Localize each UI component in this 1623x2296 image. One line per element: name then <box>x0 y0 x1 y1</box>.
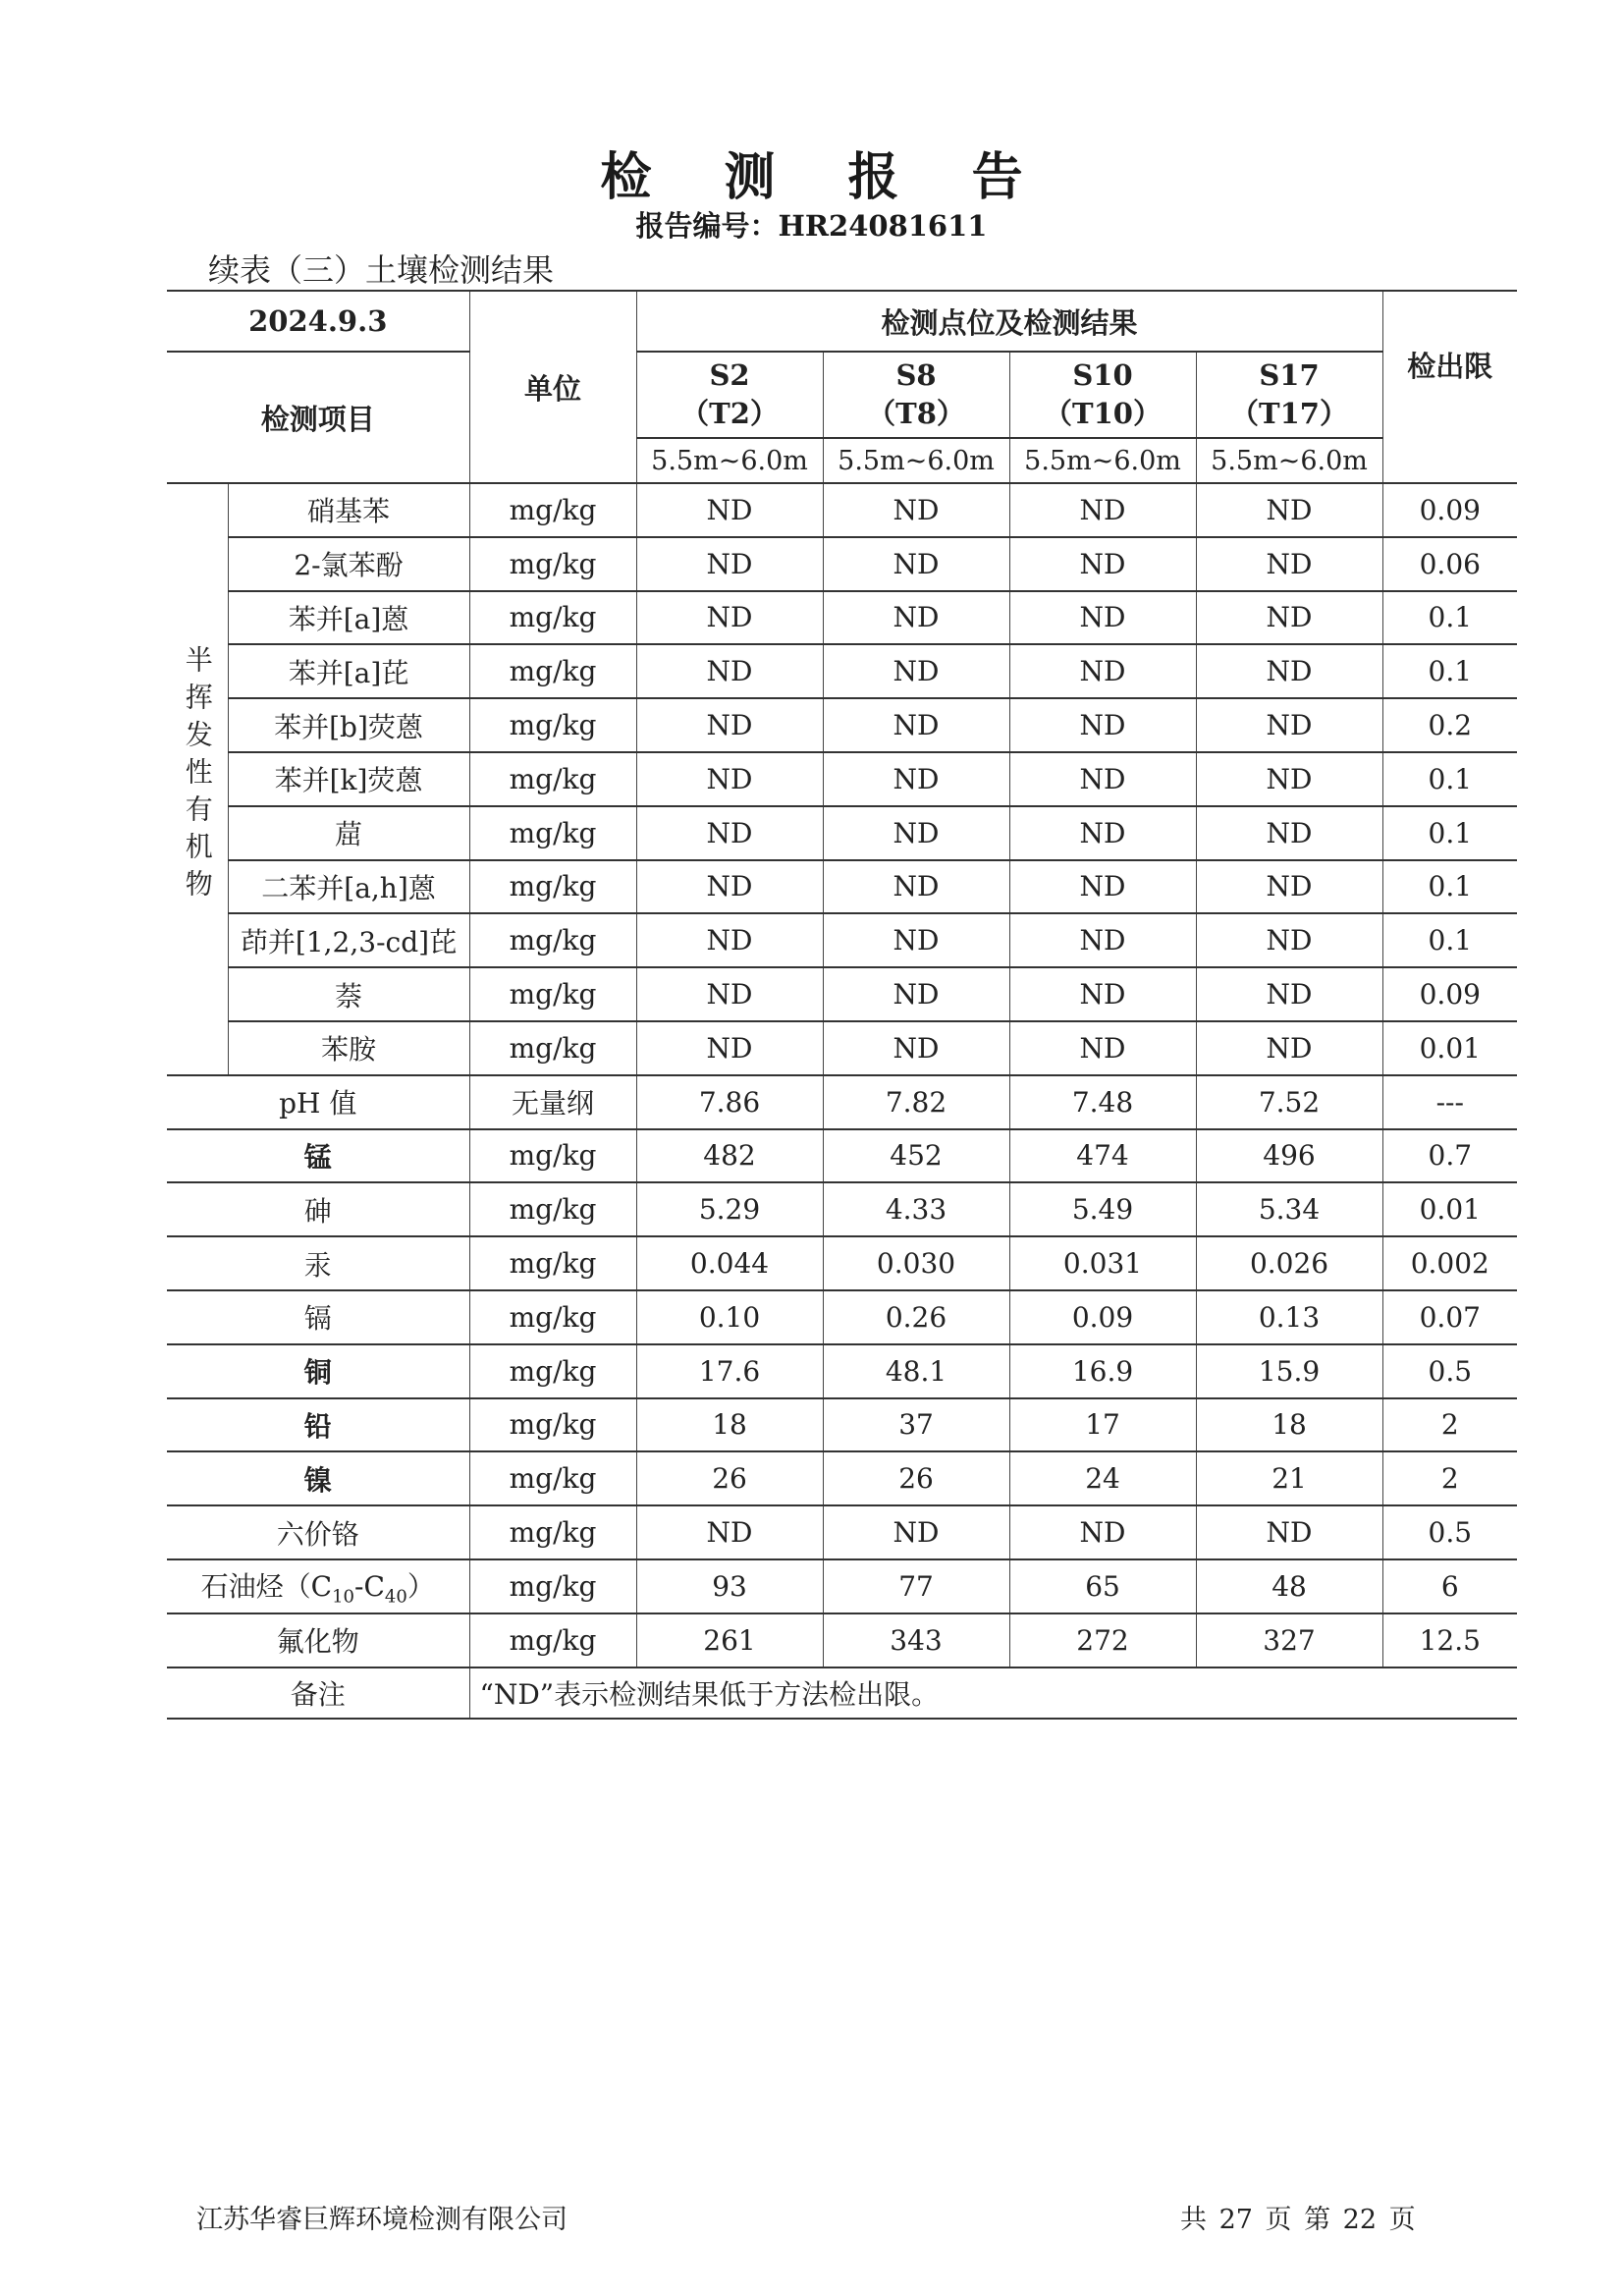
item-name: 苯并[b]荧蒽 <box>228 698 469 752</box>
item-name: 六价铬 <box>167 1505 469 1559</box>
unit: mg/kg <box>469 1129 636 1183</box>
unit-header: 单位 <box>469 291 636 483</box>
table-row <box>167 860 1517 914</box>
result-value: 18 <box>636 1398 823 1452</box>
date-cell: 2024.9.3 <box>167 291 469 352</box>
item-name: 二苯并[a,h]蒽 <box>228 860 469 914</box>
site-sub: （T17） <box>1230 396 1348 430</box>
result-value: 21 <box>1196 1451 1382 1505</box>
result-value: 48.1 <box>823 1344 1009 1398</box>
item-name: 镍 <box>167 1451 469 1505</box>
result-value: 261 <box>636 1613 823 1667</box>
detection-limit: --- <box>1382 1075 1517 1129</box>
table-row <box>167 806 1517 860</box>
result-value: ND <box>636 591 823 645</box>
result-value: 272 <box>1009 1613 1196 1667</box>
result-value: 0.09 <box>1009 1290 1196 1344</box>
detection-limit: 12.5 <box>1382 1613 1517 1667</box>
result-value: 0.026 <box>1196 1236 1382 1290</box>
result-value: 0.26 <box>823 1290 1009 1344</box>
site-sub: （T10） <box>1044 396 1162 430</box>
detection-limit: 2 <box>1382 1398 1517 1452</box>
item-name-part: 40 <box>384 1586 407 1608</box>
item-name: 铜 <box>167 1344 469 1398</box>
result-value: ND <box>636 913 823 967</box>
unit: mg/kg <box>469 591 636 645</box>
detection-limit: 0.06 <box>1382 537 1517 591</box>
result-value: ND <box>1196 913 1382 967</box>
table-caption: 续表（三）土壤检测结果 <box>208 251 555 289</box>
table-row <box>167 1398 1517 1452</box>
result-value: ND <box>823 483 1009 537</box>
result-value: 327 <box>1196 1613 1382 1667</box>
footer-company: 江苏华睿巨辉环境检测有限公司 <box>196 2205 568 2235</box>
result-value: 7.52 <box>1196 1075 1382 1129</box>
item-name: 铅 <box>167 1398 469 1452</box>
result-value: 16.9 <box>1009 1344 1196 1398</box>
site-code: S2 <box>709 357 750 392</box>
site-header-s8 <box>823 352 1009 438</box>
table-row <box>167 913 1517 967</box>
unit: mg/kg <box>469 1613 636 1667</box>
result-value: ND <box>823 806 1009 860</box>
result-value: ND <box>823 644 1009 698</box>
site-depth: 5.5m~6.0m <box>1196 438 1382 483</box>
site-depth: 5.5m~6.0m <box>1009 438 1196 483</box>
item-name-part: 石油烃（C <box>200 1570 333 1604</box>
result-value: 4.33 <box>823 1182 1009 1236</box>
result-value: ND <box>1009 537 1196 591</box>
header-row-2 <box>167 352 1517 438</box>
item-name: 砷 <box>167 1182 469 1236</box>
report-title: 检 测 报 告 <box>600 147 1051 207</box>
result-value: ND <box>823 967 1009 1021</box>
result-value: ND <box>1009 860 1196 914</box>
result-value: 0.10 <box>636 1290 823 1344</box>
result-value: 18 <box>1196 1398 1382 1452</box>
result-value: 482 <box>636 1129 823 1183</box>
result-value: ND <box>1196 591 1382 645</box>
unit: mg/kg <box>469 698 636 752</box>
result-value: ND <box>1009 806 1196 860</box>
unit: mg/kg <box>469 1236 636 1290</box>
result-value: ND <box>823 1505 1009 1559</box>
item-name-part: 10 <box>332 1586 355 1608</box>
site-depth: 5.5m~6.0m <box>823 438 1009 483</box>
unit: mg/kg <box>469 752 636 806</box>
table-row <box>167 1236 1517 1290</box>
detection-limit: 0.5 <box>1382 1344 1517 1398</box>
unit: mg/kg <box>469 1505 636 1559</box>
unit: mg/kg <box>469 860 636 914</box>
site-header-s2 <box>636 352 823 438</box>
result-value: ND <box>1196 537 1382 591</box>
result-value: ND <box>1009 1021 1196 1075</box>
unit: mg/kg <box>469 913 636 967</box>
table-row <box>167 967 1517 1021</box>
site-code: S10 <box>1072 357 1133 392</box>
unit: mg/kg <box>469 967 636 1021</box>
result-value: ND <box>1009 591 1196 645</box>
result-value: ND <box>1009 644 1196 698</box>
result-value: 0.13 <box>1196 1290 1382 1344</box>
table-row <box>167 1290 1517 1344</box>
table-row <box>167 1505 1517 1559</box>
detection-limit: 0.1 <box>1382 591 1517 645</box>
item-name: pH 值 <box>167 1075 469 1129</box>
result-value: ND <box>636 483 823 537</box>
result-value: ND <box>1009 752 1196 806</box>
unit: mg/kg <box>469 1344 636 1398</box>
group-label <box>167 483 228 1075</box>
result-value: 5.29 <box>636 1182 823 1236</box>
detection-limit: 0.07 <box>1382 1290 1517 1344</box>
item-name <box>167 1559 469 1613</box>
unit: mg/kg <box>469 1182 636 1236</box>
result-value: 5.49 <box>1009 1182 1196 1236</box>
result-value: 93 <box>636 1559 823 1613</box>
item-name: 茚并[1,2,3-cd]芘 <box>228 913 469 967</box>
site-header-s10 <box>1009 352 1196 438</box>
item-name: 氟化物 <box>167 1613 469 1667</box>
result-value: ND <box>636 806 823 860</box>
result-value: 26 <box>823 1451 1009 1505</box>
result-value: ND <box>1196 752 1382 806</box>
result-value: 7.82 <box>823 1075 1009 1129</box>
table-row <box>167 698 1517 752</box>
result-value: ND <box>823 860 1009 914</box>
result-value: ND <box>1196 967 1382 1021</box>
result-value: ND <box>1196 644 1382 698</box>
report-number-value: HR24081611 <box>778 209 988 243</box>
result-value: 37 <box>823 1398 1009 1452</box>
remark-row <box>167 1667 1517 1719</box>
detection-limit: 0.7 <box>1382 1129 1517 1183</box>
result-value: ND <box>636 967 823 1021</box>
item-name: 苯并[a]芘 <box>228 644 469 698</box>
detection-limit: 0.2 <box>1382 698 1517 752</box>
table-row <box>167 1613 1517 1667</box>
result-value: 77 <box>823 1559 1009 1613</box>
table-row <box>167 537 1517 591</box>
item-name: 汞 <box>167 1236 469 1290</box>
unit: mg/kg <box>469 1021 636 1075</box>
unit: 无量纲 <box>469 1075 636 1129</box>
result-value: ND <box>1196 698 1382 752</box>
result-value: 0.030 <box>823 1236 1009 1290</box>
table-row <box>167 644 1517 698</box>
site-code: S8 <box>895 357 937 392</box>
result-value: 24 <box>1009 1451 1196 1505</box>
result-value: 452 <box>823 1129 1009 1183</box>
result-value: ND <box>823 752 1009 806</box>
result-value: ND <box>1009 1505 1196 1559</box>
result-value: ND <box>636 698 823 752</box>
unit: mg/kg <box>469 1398 636 1452</box>
detection-limit: 0.09 <box>1382 483 1517 537</box>
table-row <box>167 591 1517 645</box>
result-value: ND <box>823 537 1009 591</box>
soil-results-table <box>167 290 1517 1720</box>
item-header: 检测项目 <box>167 352 469 483</box>
detection-limit: 0.01 <box>1382 1182 1517 1236</box>
result-value: ND <box>1009 913 1196 967</box>
table-row <box>167 1075 1517 1129</box>
table-row <box>167 1021 1517 1075</box>
remark-label: 备注 <box>167 1667 469 1719</box>
result-value: 7.86 <box>636 1075 823 1129</box>
table-row <box>167 1182 1517 1236</box>
item-name: 苯并[k]荧蒽 <box>228 752 469 806</box>
limit-header: 检出限 <box>1382 291 1517 438</box>
result-value: ND <box>1196 860 1382 914</box>
detection-limit: 0.09 <box>1382 967 1517 1021</box>
footer-pages: 共 27 页 第 22 页 <box>1180 2205 1416 2235</box>
unit: mg/kg <box>469 537 636 591</box>
result-value: 0.031 <box>1009 1236 1196 1290</box>
table-row <box>167 1559 1517 1613</box>
result-value: 17.6 <box>636 1344 823 1398</box>
site-header-s17 <box>1196 352 1382 438</box>
item-name: 苯胺 <box>228 1021 469 1075</box>
item-name: 萘 <box>228 967 469 1021</box>
item-name: 镉 <box>167 1290 469 1344</box>
result-value: ND <box>636 537 823 591</box>
result-value: ND <box>1009 483 1196 537</box>
unit: mg/kg <box>469 806 636 860</box>
detection-limit: 0.1 <box>1382 806 1517 860</box>
detection-limit: 0.002 <box>1382 1236 1517 1290</box>
results-header: 检测点位及检测结果 <box>636 291 1382 352</box>
site-sub: （T2） <box>680 396 779 430</box>
site-code: S17 <box>1259 357 1320 392</box>
result-value: ND <box>636 860 823 914</box>
result-value: ND <box>636 1505 823 1559</box>
detection-limit: 0.1 <box>1382 644 1517 698</box>
detection-limit: 0.1 <box>1382 752 1517 806</box>
unit: mg/kg <box>469 644 636 698</box>
item-name: 硝基苯 <box>228 483 469 537</box>
table-row <box>167 1344 1517 1398</box>
result-value: 496 <box>1196 1129 1382 1183</box>
table-row <box>167 752 1517 806</box>
item-name: 苯并[a]蒽 <box>228 591 469 645</box>
report-number-label: 报告编号： <box>635 209 779 243</box>
detection-limit: 6 <box>1382 1559 1517 1613</box>
item-name: 锰 <box>167 1129 469 1183</box>
header-row-1 <box>167 291 1517 352</box>
detection-limit: 0.1 <box>1382 913 1517 967</box>
item-name: 2-氯苯酚 <box>228 537 469 591</box>
report-number <box>0 204 1623 245</box>
result-value: 5.34 <box>1196 1182 1382 1236</box>
table-row <box>167 1451 1517 1505</box>
result-value: 26 <box>636 1451 823 1505</box>
result-value: ND <box>1196 806 1382 860</box>
result-value: ND <box>636 644 823 698</box>
table-row <box>167 483 1517 537</box>
result-value: 17 <box>1009 1398 1196 1452</box>
result-value: ND <box>1196 1505 1382 1559</box>
table-row <box>167 1129 1517 1183</box>
unit: mg/kg <box>469 1559 636 1613</box>
result-value: ND <box>1009 967 1196 1021</box>
unit: mg/kg <box>469 1290 636 1344</box>
result-value: 15.9 <box>1196 1344 1382 1398</box>
result-value: ND <box>823 913 1009 967</box>
limit-header-spacer <box>1382 438 1517 483</box>
unit: mg/kg <box>469 1451 636 1505</box>
result-value: ND <box>823 591 1009 645</box>
remark-text: “ND”表示检测结果低于方法检出限。 <box>469 1667 1517 1719</box>
result-value: 7.48 <box>1009 1075 1196 1129</box>
unit: mg/kg <box>469 483 636 537</box>
result-value: ND <box>1196 1021 1382 1075</box>
detection-limit: 2 <box>1382 1451 1517 1505</box>
item-name: 䓛 <box>228 806 469 860</box>
result-value: ND <box>636 752 823 806</box>
item-name-part: ） <box>406 1570 435 1604</box>
result-value: 48 <box>1196 1559 1382 1613</box>
result-value: 343 <box>823 1613 1009 1667</box>
result-value: ND <box>1196 483 1382 537</box>
group-label-text: 半挥发性有机物 <box>181 644 214 906</box>
detection-limit: 0.1 <box>1382 860 1517 914</box>
item-name-part: -C <box>354 1570 385 1604</box>
result-value: 65 <box>1009 1559 1196 1613</box>
site-depth: 5.5m~6.0m <box>636 438 823 483</box>
detection-limit: 0.5 <box>1382 1505 1517 1559</box>
result-value: ND <box>823 1021 1009 1075</box>
result-value: 0.044 <box>636 1236 823 1290</box>
result-value: ND <box>823 698 1009 752</box>
result-value: ND <box>1009 698 1196 752</box>
detection-limit: 0.01 <box>1382 1021 1517 1075</box>
site-sub: （T8） <box>867 396 965 430</box>
result-value: 474 <box>1009 1129 1196 1183</box>
result-value: ND <box>636 1021 823 1075</box>
